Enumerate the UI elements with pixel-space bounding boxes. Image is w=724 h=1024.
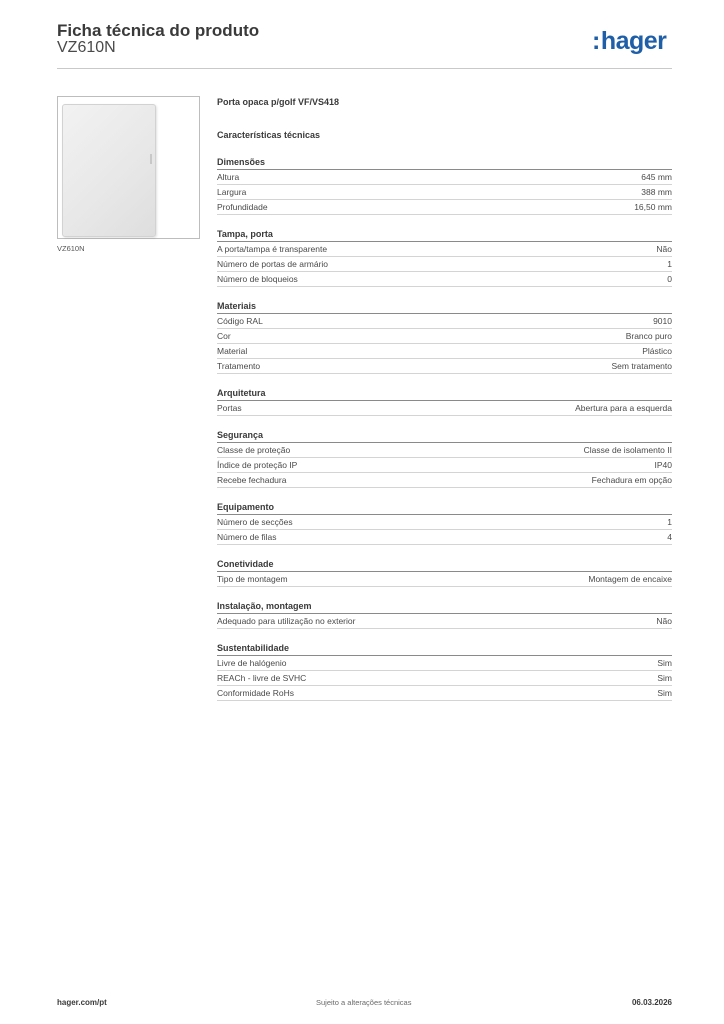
spec-label: Número de secções (217, 517, 293, 527)
spec-row (217, 530, 672, 545)
spec-row (217, 200, 672, 215)
spec-label: Tratamento (217, 361, 261, 371)
spec-value: 16,50 mm (634, 202, 672, 212)
spec-section (217, 557, 672, 587)
spec-label: Adequado para utilização no exterior (217, 616, 356, 626)
spec-value: Fechadura em opção (591, 475, 672, 485)
spec-label: Altura (217, 172, 240, 182)
spec-row (217, 443, 672, 458)
spec-label: Material (217, 346, 248, 356)
footer-disclaimer: Sujeito a alterações técnicas (316, 998, 412, 1007)
spec-value: 1 (667, 517, 672, 527)
spec-value: 4 (667, 532, 672, 542)
spec-value: 9010 (653, 316, 672, 326)
spec-value: Montagem de encaixe (588, 574, 672, 584)
section-title: Dimensões (217, 155, 672, 170)
spec-row (217, 257, 672, 272)
spec-label: Classe de proteção (217, 445, 291, 455)
logo-text: hager (600, 27, 667, 55)
spec-value: Abertura para a esquerda (575, 403, 672, 413)
spec-section (217, 227, 672, 287)
spec-section (217, 428, 672, 488)
hager-logo[interactable] (592, 29, 666, 54)
spec-label: Profundidade (217, 202, 268, 212)
section-title: Sustentabilidade (217, 641, 672, 656)
tech-specs-heading: Características técnicas (217, 130, 321, 140)
spec-row (217, 359, 672, 374)
spec-section (217, 386, 672, 416)
spec-row (217, 656, 672, 671)
spec-sections (217, 155, 672, 701)
spec-section (217, 599, 672, 629)
spec-row (217, 242, 672, 257)
product-image-caption: VZ610N (57, 244, 85, 253)
spec-value: Classe de isolamento II (583, 445, 672, 455)
spec-row (217, 671, 672, 686)
spec-label: Tipo de montagem (217, 574, 288, 584)
header-divider (57, 68, 672, 69)
spec-value: IP40 (654, 460, 672, 470)
section-title: Arquitetura (217, 386, 672, 401)
section-title: Segurança (217, 428, 672, 443)
spec-row (217, 473, 672, 488)
spec-value: Branco puro (625, 331, 672, 341)
spec-row (217, 515, 672, 530)
spec-label: Número de portas de armário (217, 259, 329, 269)
spec-value: 0 (667, 274, 672, 284)
spec-label: Cor (217, 331, 231, 341)
spec-label: Recebe fechadura (217, 475, 287, 485)
spec-row (217, 272, 672, 287)
spec-value: 645 mm (641, 172, 672, 182)
spec-label: REACh - livre de SVHC (217, 673, 307, 683)
section-title: Equipamento (217, 500, 672, 515)
spec-section (217, 299, 672, 374)
spec-value: Sem tratamento (611, 361, 672, 371)
spec-value: Sim (657, 673, 672, 683)
spec-label: A porta/tampa é transparente (217, 244, 328, 254)
spec-row (217, 170, 672, 185)
spec-row (217, 614, 672, 629)
spec-value: Plástico (642, 346, 672, 356)
spec-label: Portas (217, 403, 242, 413)
spec-label: Número de filas (217, 532, 277, 542)
page-title: Ficha técnica do produto (57, 21, 260, 40)
product-code: VZ610N (57, 39, 116, 56)
spec-value: Sim (657, 658, 672, 668)
spec-row (217, 686, 672, 701)
spec-section (217, 155, 672, 215)
spec-section (217, 641, 672, 701)
spec-value: 1 (667, 259, 672, 269)
spec-label: Código RAL (217, 316, 263, 326)
section-title: Conetividade (217, 557, 672, 572)
spec-value: 388 mm (641, 187, 672, 197)
spec-row (217, 185, 672, 200)
section-title: Tampa, porta (217, 227, 672, 242)
spec-section (217, 500, 672, 545)
spec-label: Conformidade RoHs (217, 688, 295, 698)
section-title: Instalação, montagem (217, 599, 672, 614)
spec-value: Não (656, 244, 672, 254)
footer-website-link[interactable]: hager.com/pt (57, 998, 107, 1007)
door-latch-detail (150, 154, 152, 164)
spec-value: Sim (657, 688, 672, 698)
spec-row (217, 314, 672, 329)
logo-dots: : (592, 27, 600, 55)
spec-label: Número de bloqueios (217, 274, 298, 284)
spec-label: Largura (217, 187, 247, 197)
spec-value: Não (656, 616, 672, 626)
spec-row (217, 344, 672, 359)
section-title: Materiais (217, 299, 672, 314)
spec-row (217, 572, 672, 587)
spec-label: Índice de proteção IP (217, 460, 298, 470)
spec-content (217, 96, 672, 701)
spec-label: Livre de halógenio (217, 658, 287, 668)
spec-row (217, 329, 672, 344)
product-image (62, 104, 156, 237)
spec-row (217, 401, 672, 416)
product-name: Porta opaca p/golf VF/VS418 (217, 97, 340, 107)
footer-date: 06.03.2026 (631, 998, 672, 1007)
spec-row (217, 458, 672, 473)
